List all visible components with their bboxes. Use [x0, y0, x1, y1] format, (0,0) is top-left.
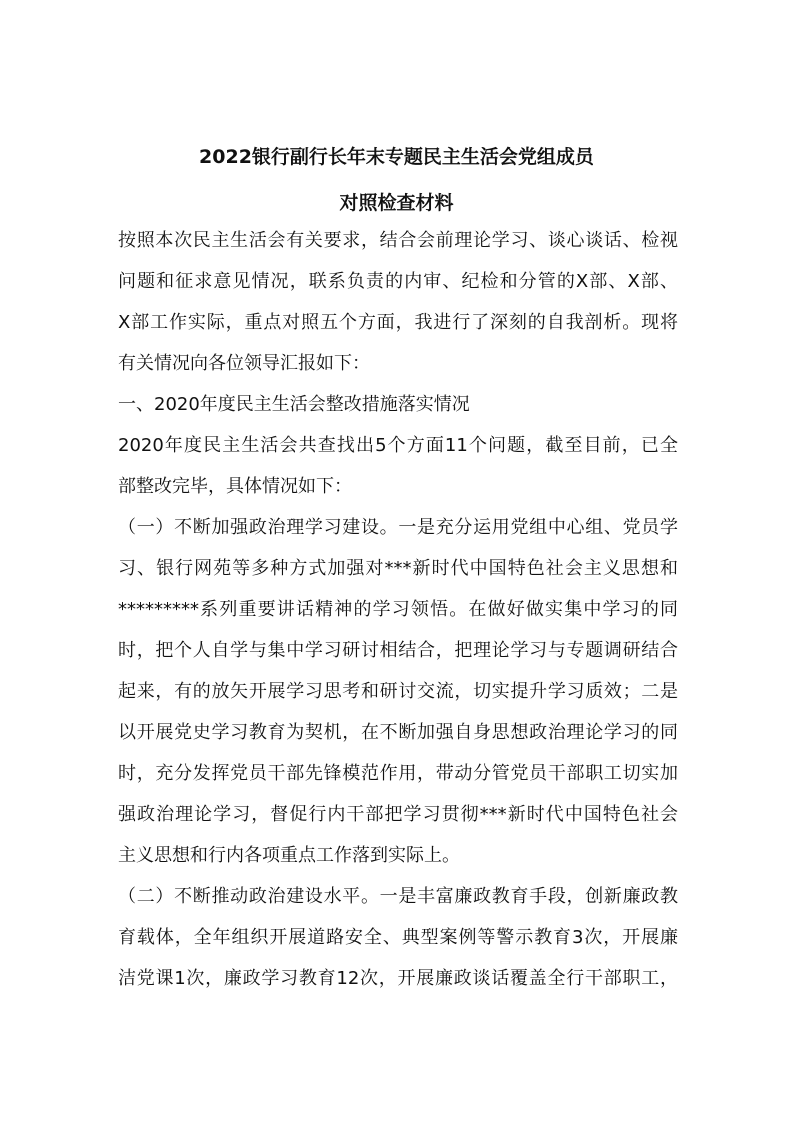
body-line: *********系列重要讲话精神的学习领悟。在做好做实集中学习的同: [118, 599, 678, 620]
body-line: 以开展党史学习教育为契机，在不断加强自身思想政治理论学习的同: [118, 722, 678, 743]
body-line: 习、银行网苑等多种方式加强对***新时代中国特色社会主义思想和: [118, 558, 678, 579]
body-line: X部工作实际，重点对照五个方面，我进行了深刻的自我剖析。现将: [118, 312, 678, 333]
body-line: 问题和征求意见情况，联系负责的内审、纪检和分管的X部、X部、: [118, 271, 678, 292]
subsection-line: （一）不断加强政治理学习建设。一是充分运用党组中心组、党员学: [118, 517, 678, 538]
document-title-line-1: 2022银行副行长年末专题民主生活会党组成员: [199, 146, 594, 168]
body-line: 2020年度民主生活会共查找出5个方面11个问题，截至目前，已全: [118, 435, 678, 456]
body-line: 按照本次民主生活会有关要求，结合会前理论学习、谈心谈话、检视: [118, 230, 678, 251]
body-line: 育载体，全年组织开展道路安全、典型案例等警示教育3次，开展廉: [118, 927, 678, 948]
subsection-line: （二）不断推动政治建设水平。一是丰富廉政教育手段，创新廉政教: [118, 886, 678, 907]
body-line: 主义思想和行内各项重点工作落到实际上。: [118, 845, 460, 866]
body-line: 强政治理论学习，督促行内干部把学习贯彻***新时代中国特色社会: [118, 804, 678, 825]
body-line: 时，充分发挥党员干部先锋模范作用，带动分管党员干部职工切实加: [118, 763, 678, 784]
body-line: 时，把个人自学与集中学习研讨相结合，把理论学习与专题调研结合: [118, 640, 678, 661]
body-line: 洁党课1次，廉政学习教育12次，开展廉政谈话覆盖全行干部职工，: [118, 968, 678, 989]
body-line: 起来，有的放矢开展学习思考和研讨交流，切实提升学习质效；二是: [118, 681, 678, 702]
body-line: 有关情况向各位领导汇报如下：: [118, 353, 370, 374]
document-title-line-2: 对照检查材料: [339, 192, 454, 214]
body-line: 部整改完毕，具体情况如下：: [118, 476, 352, 497]
section-heading: 一、2020年度民主生活会整改措施落实情况: [118, 394, 470, 415]
